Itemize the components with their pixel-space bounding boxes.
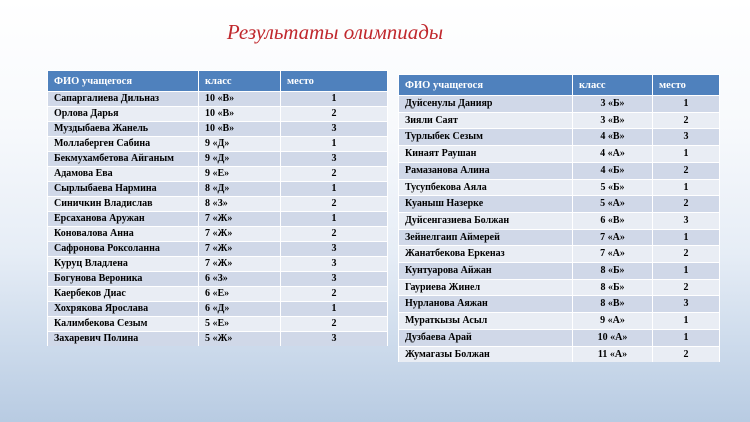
table-row [48, 242, 388, 257]
place-cell: 1 [653, 263, 720, 280]
class-cell: 8 «Б» [573, 279, 653, 296]
table-row [399, 196, 720, 213]
class-cell: 7 «Ж» [199, 227, 281, 242]
table-row [48, 317, 388, 332]
class-cell: 6 «Е» [199, 287, 281, 302]
place-cell: 1 [281, 182, 388, 197]
place-cell: 1 [281, 302, 388, 317]
class-cell: 8 «Б» [573, 263, 653, 280]
class-cell: 11 «А» [573, 346, 653, 362]
results-table-right [398, 74, 720, 362]
class-cell: 5 «Е» [199, 317, 281, 332]
table-row [48, 302, 388, 317]
place-cell: 2 [281, 167, 388, 182]
place-cell: 1 [281, 92, 388, 107]
place-cell: 2 [653, 162, 720, 179]
class-cell: 9 «Д» [199, 152, 281, 167]
class-cell: 8 «Д» [199, 182, 281, 197]
place-cell: 2 [653, 246, 720, 263]
student-name-cell: Тусупбекова Аяла [399, 179, 573, 196]
student-name-cell: Дуйсенгазиева Болжан [399, 212, 573, 229]
student-name-cell: Коновалова Анна [48, 227, 199, 242]
student-name-cell: Турлыбек Сезым [399, 129, 573, 146]
student-name-cell: Калимбекова Сезым [48, 317, 199, 332]
class-cell: 7 «Ж» [199, 242, 281, 257]
student-name-cell: Жанатбекова Еркеназ [399, 246, 573, 263]
place-cell: 1 [653, 313, 720, 330]
table-header-row [48, 71, 388, 92]
column-header-name: ФИО учащегося [48, 71, 199, 92]
class-cell: 7 «А» [573, 229, 653, 246]
student-name-cell: Рамазанова Алина [399, 162, 573, 179]
class-cell: 6 «Д» [199, 302, 281, 317]
class-cell: 5 «А» [573, 196, 653, 213]
class-cell: 5 «Б» [573, 179, 653, 196]
table-row [399, 96, 720, 113]
class-cell: 10 «В» [199, 122, 281, 137]
class-cell: 3 «Б» [573, 96, 653, 113]
column-header-class: класс [573, 75, 653, 96]
class-cell: 8 «З» [199, 197, 281, 212]
place-cell: 2 [281, 107, 388, 122]
place-cell: 2 [281, 227, 388, 242]
student-name-cell: Сафронова Роксоланна [48, 242, 199, 257]
table-row [48, 137, 388, 152]
class-cell: 7 «Ж» [199, 212, 281, 227]
student-name-cell: Сырлыбаева Нармина [48, 182, 199, 197]
place-cell: 3 [281, 272, 388, 287]
results-table-left [47, 70, 388, 346]
student-name-cell: Куаныш Назерке [399, 196, 573, 213]
table-row [48, 257, 388, 272]
student-name-cell: Муздыбаева Жанель [48, 122, 199, 137]
place-cell: 1 [653, 229, 720, 246]
place-cell: 2 [653, 279, 720, 296]
place-cell: 3 [281, 242, 388, 257]
table-row [48, 272, 388, 287]
class-cell: 7 «А» [573, 246, 653, 263]
table-row [48, 182, 388, 197]
student-name-cell: Синичкин Владислав [48, 197, 199, 212]
class-cell: 8 «В» [573, 296, 653, 313]
table-row [48, 122, 388, 137]
student-name-cell: Жумагазы Болжан [399, 346, 573, 362]
table-row [399, 212, 720, 229]
student-name-cell: Ерсаханова Аружан [48, 212, 199, 227]
table-row [399, 179, 720, 196]
student-name-cell: Сапаргалиева Дильназ [48, 92, 199, 107]
place-cell: 3 [281, 152, 388, 167]
place-cell: 2 [281, 317, 388, 332]
student-name-cell: Гауриева Жинел [399, 279, 573, 296]
student-name-cell: Зейнелгаип Аймерей [399, 229, 573, 246]
table-row [48, 212, 388, 227]
class-cell: 7 «Ж» [199, 257, 281, 272]
place-cell: 1 [653, 96, 720, 113]
table-row [399, 296, 720, 313]
table-body-left [48, 92, 388, 347]
class-cell: 10 «В» [199, 107, 281, 122]
class-cell: 9 «Е» [199, 167, 281, 182]
student-name-cell: Дузбаева Арай [399, 329, 573, 346]
place-cell: 1 [281, 137, 388, 152]
class-cell: 5 «Ж» [199, 332, 281, 347]
class-cell: 4 «Б» [573, 162, 653, 179]
student-name-cell: Хохрякова Ярослава [48, 302, 199, 317]
table-row [48, 287, 388, 302]
student-name-cell: Дуйсенулы Данияр [399, 96, 573, 113]
student-name-cell: Богунова Вероника [48, 272, 199, 287]
student-name-cell: Адамова Ева [48, 167, 199, 182]
place-cell: 2 [653, 196, 720, 213]
place-cell: 3 [281, 122, 388, 137]
place-cell: 2 [281, 287, 388, 302]
student-name-cell: Бекмухамбетова Айганым [48, 152, 199, 167]
table-row [48, 107, 388, 122]
student-name-cell: Кунтуарова Айжан [399, 263, 573, 280]
table-row [399, 146, 720, 163]
student-name-cell: Мураткызы Асыл [399, 313, 573, 330]
class-cell: 6 «В» [573, 212, 653, 229]
table-row [399, 329, 720, 346]
place-cell: 1 [653, 179, 720, 196]
column-header-class: класс [199, 71, 281, 92]
table-row [399, 162, 720, 179]
table-row [399, 129, 720, 146]
table-row [399, 246, 720, 263]
student-name-cell: Захаревич Полина [48, 332, 199, 347]
column-header-place: место [281, 71, 388, 92]
place-cell: 3 [653, 212, 720, 229]
table-row [399, 263, 720, 280]
place-cell: 2 [653, 112, 720, 129]
place-cell: 2 [653, 346, 720, 362]
place-cell: 2 [281, 197, 388, 212]
class-cell: 4 «В» [573, 129, 653, 146]
table-row [48, 197, 388, 212]
class-cell: 6 «З» [199, 272, 281, 287]
student-name-cell: Куруц Владлена [48, 257, 199, 272]
student-name-cell: Зияли Саят [399, 112, 573, 129]
table-row [48, 227, 388, 242]
table-row [48, 167, 388, 182]
table-row [399, 313, 720, 330]
table-row [48, 92, 388, 107]
student-name-cell: Моллаберген Сабина [48, 137, 199, 152]
class-cell: 3 «В» [573, 112, 653, 129]
table-row [399, 112, 720, 129]
place-cell: 3 [281, 332, 388, 347]
place-cell: 1 [281, 212, 388, 227]
place-cell: 1 [653, 329, 720, 346]
class-cell: 9 «Д» [199, 137, 281, 152]
student-name-cell: Кинаят Раушан [399, 146, 573, 163]
place-cell: 3 [653, 296, 720, 313]
column-header-place: место [653, 75, 720, 96]
class-cell: 4 «А» [573, 146, 653, 163]
table-row [399, 229, 720, 246]
student-name-cell: Каербеков Диас [48, 287, 199, 302]
class-cell: 10 «В» [199, 92, 281, 107]
student-name-cell: Нурланова Аяжан [399, 296, 573, 313]
page-title: Результаты олимпиады [226, 20, 444, 44]
student-name-cell: Орлова Дарья [48, 107, 199, 122]
table-row [399, 346, 720, 362]
table-body-right [399, 96, 720, 363]
table-row [48, 332, 388, 347]
place-cell: 3 [653, 129, 720, 146]
table-row [48, 152, 388, 167]
place-cell: 1 [653, 146, 720, 163]
column-header-name: ФИО учащегося [399, 75, 573, 96]
class-cell: 10 «А» [573, 329, 653, 346]
table-header-row [399, 75, 720, 96]
table-row [399, 279, 720, 296]
place-cell: 3 [281, 257, 388, 272]
class-cell: 9 «А» [573, 313, 653, 330]
